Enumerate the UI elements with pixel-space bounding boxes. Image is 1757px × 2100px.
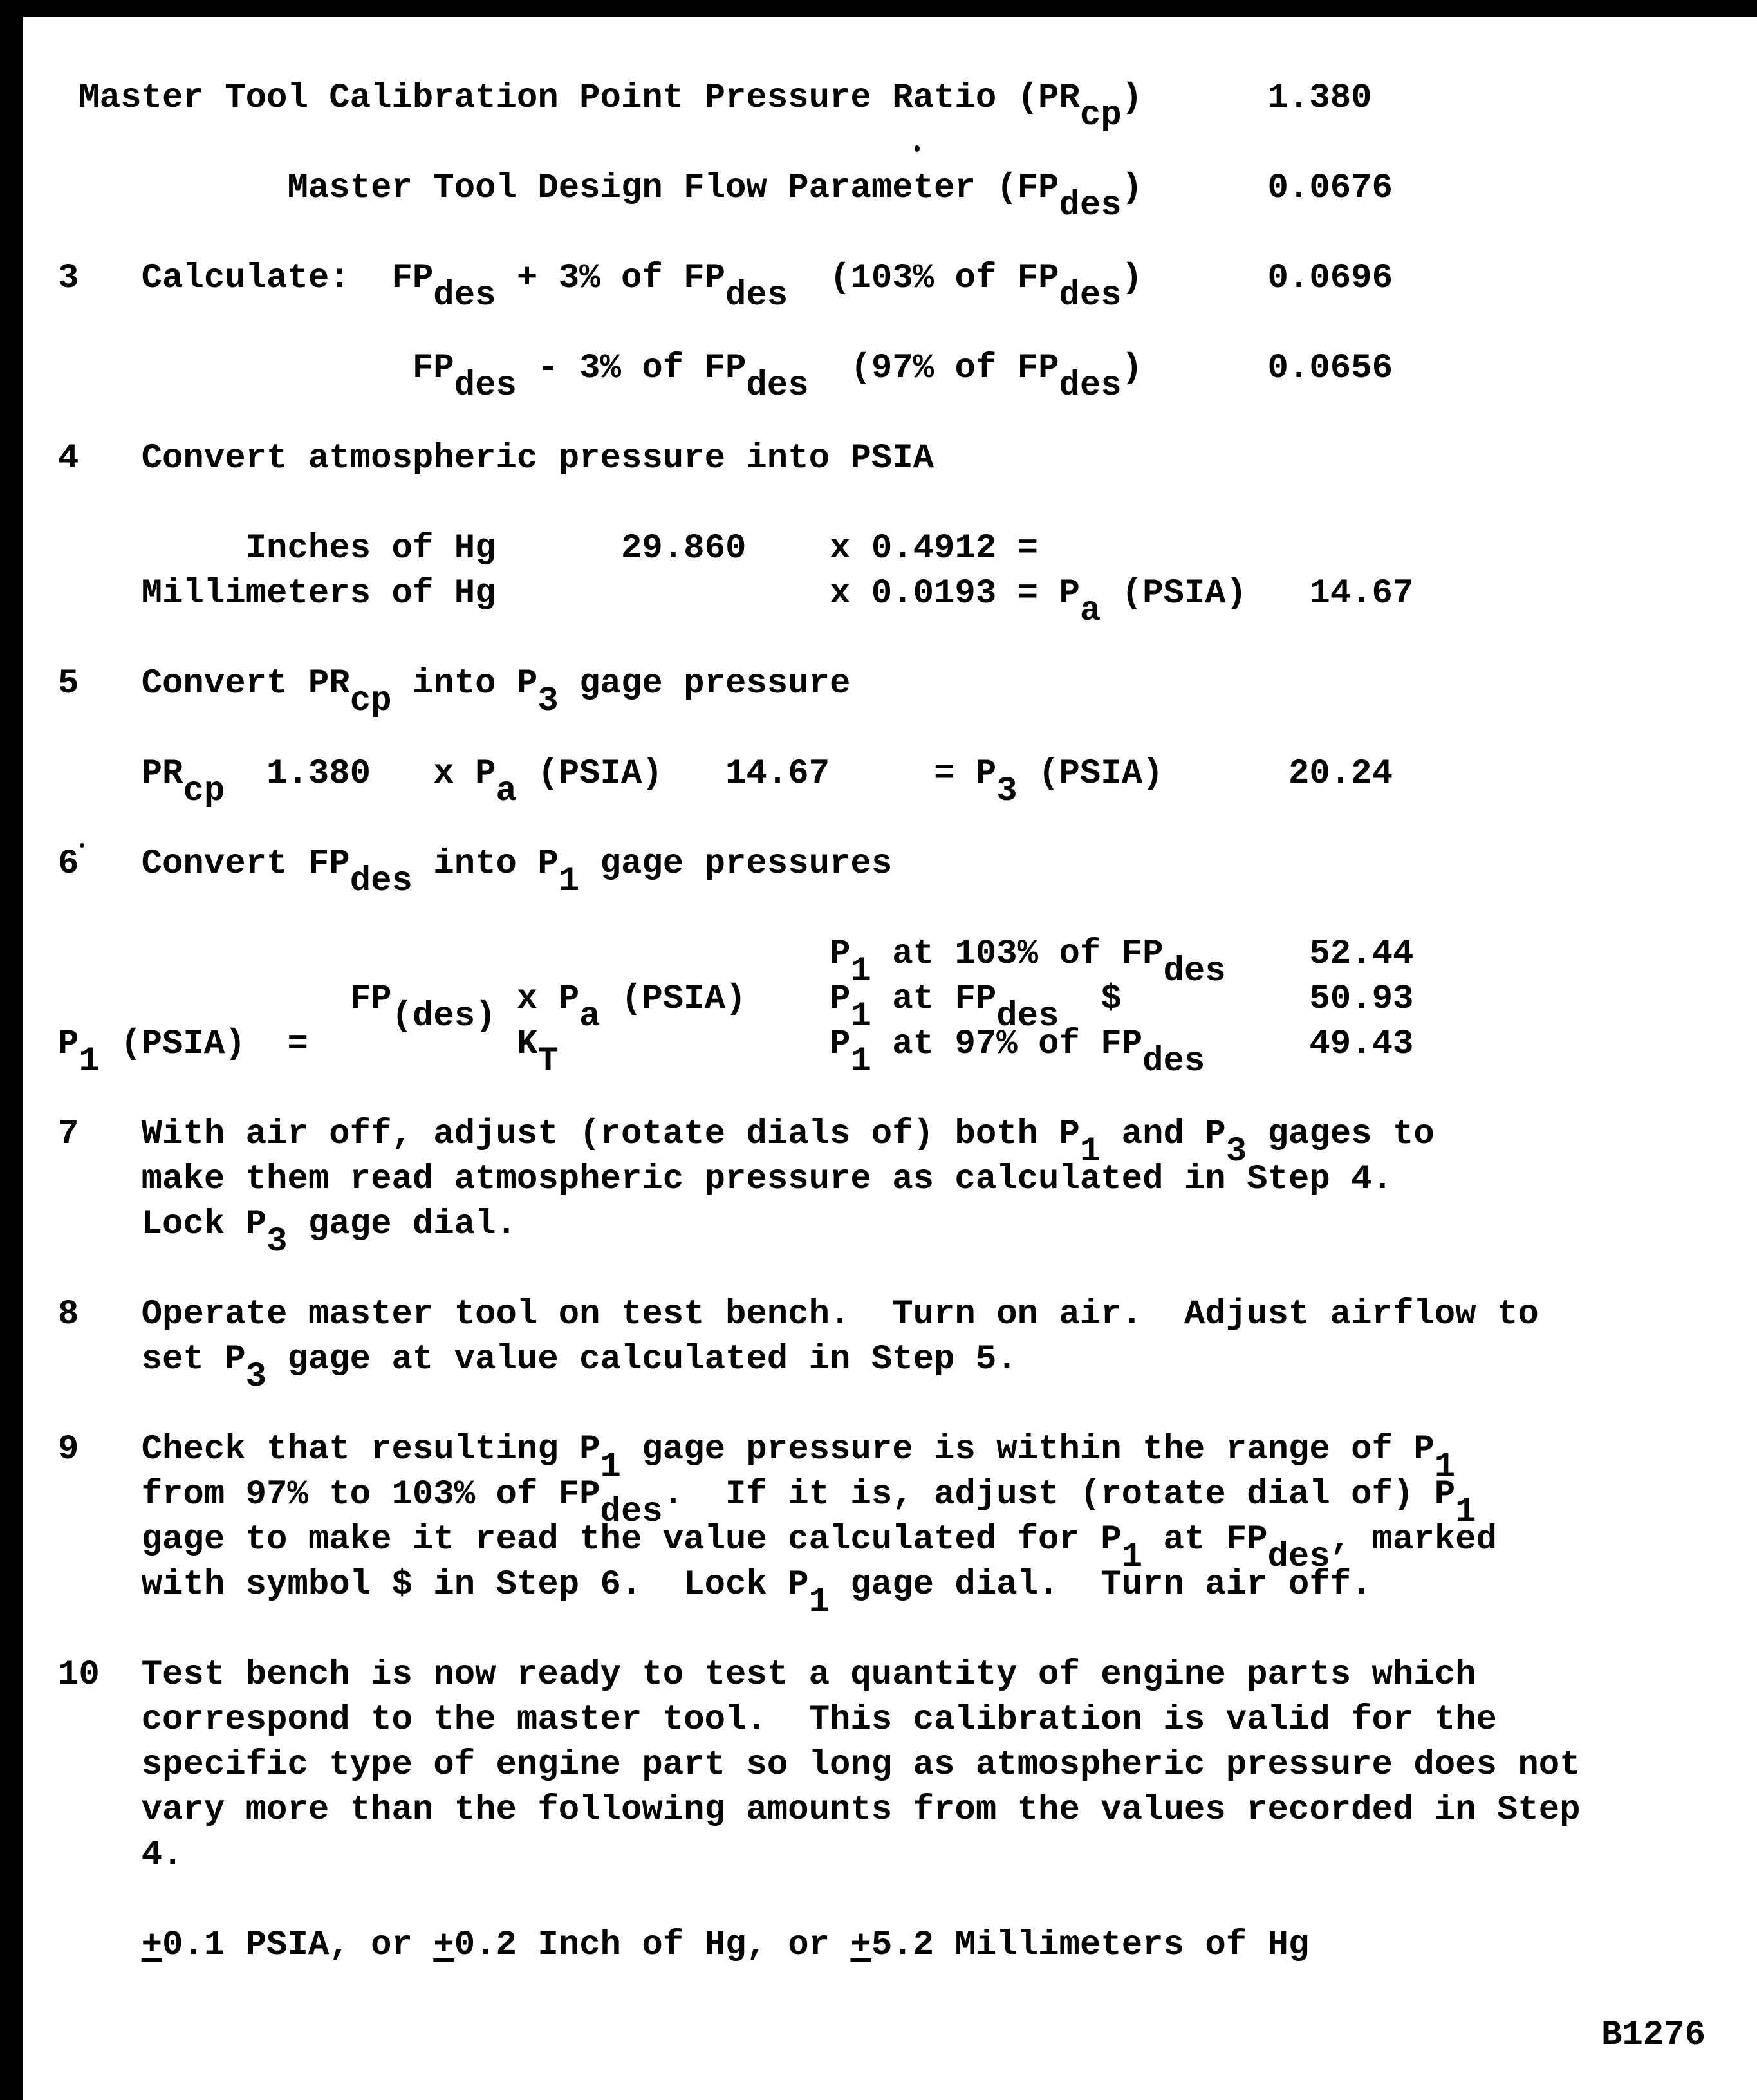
subscript: a: [1079, 591, 1101, 631]
subscript: 1: [79, 1042, 100, 1081]
subscript: des: [1163, 952, 1226, 991]
text-line-27: 8 Operate master tool on test bench. Turn on air. Adjust airflow to: [58, 1295, 1539, 1334]
subscript: 3: [266, 1222, 288, 1261]
subscript: des: [1142, 1042, 1205, 1081]
subscript: 3: [245, 1357, 267, 1397]
subscript: 1: [850, 1042, 871, 1081]
text-line-6: FPdes - 3% of FPdes (97% of FPdes) 0.0656: [58, 346, 1757, 391]
text-line-37: specific type of engine part so long as atmospheric pressure does not: [58, 1745, 1581, 1785]
text-line-30: 9 Check that resulting P1 gage pressure is within the range of P1: [58, 1427, 1757, 1473]
text-line-31: from 97% to 103% of FPdes. If it is, adjust (rotate dial of) P1: [58, 1473, 1757, 1518]
subscript: des: [746, 366, 809, 405]
plus-minus-sign: +: [433, 1926, 454, 1965]
text-line-7: [58, 391, 1757, 436]
subscript: des: [1059, 276, 1122, 315]
text-line-9: [58, 481, 1757, 526]
text-line-42: [58, 1968, 1757, 2013]
text-line-34: [58, 1608, 1757, 1653]
text-line-39: 4.: [58, 1835, 183, 1875]
text-line-24: make them read atmospheric pressure as calculated in Step 4.: [58, 1160, 1393, 1199]
text-line-12: [58, 617, 1757, 662]
subscript: cp: [1079, 96, 1122, 135]
text-line-33: with symbol $ in Step 6. Lock P1 gage dial. Turn air off.: [58, 1563, 1757, 1608]
text-line-15: PRcp 1.380 x Pa (PSIA) 14.67 = P3 (PSIA) 20.24: [58, 752, 1757, 797]
text-line-2: Master Tool Design Flow Parameter (FPdes) 0.0676: [58, 166, 1757, 211]
plus-minus-sign: +: [141, 1926, 163, 1965]
text-line-36: correspond to the master tool. This calibration is valid for the: [58, 1700, 1497, 1740]
text-line-3: [58, 211, 1757, 256]
subscript: 1: [600, 1447, 621, 1487]
document-body: [58, 76, 1757, 2058]
text-line-43: B1276: [1601, 2016, 1706, 2055]
text-line-13: 5 Convert PRcp into P3 gage pressure: [58, 662, 1757, 707]
text-line-17: 6 Convert FPdes into P1 gage pressures: [58, 842, 1757, 887]
subscript: cp: [349, 682, 392, 721]
subscript: 1: [1121, 1538, 1143, 1577]
text-line-40: [58, 1878, 1757, 1923]
text-line-25: Lock P3 gage dial.: [58, 1202, 1757, 1247]
subscript: des: [433, 276, 496, 315]
text-line-38: vary more than the following amounts from the values recorded in Step: [58, 1790, 1581, 1830]
subscript: des: [600, 1492, 663, 1532]
subscript: des: [725, 276, 788, 315]
text-line-29: [58, 1382, 1757, 1427]
subscript: 1: [808, 1583, 830, 1622]
text-line-19: P1 at 103% of FPdes 52.44: [58, 932, 1757, 977]
subscript: 3: [996, 772, 1018, 811]
text-line-23: 7 With air off, adjust (rotate dials of) both P1 and P3 gages to: [58, 1112, 1757, 1157]
subscript: 1: [1455, 1492, 1476, 1532]
text-line-0: Master Tool Calibration Point Pressure Ratio (PRcp) 1.380: [58, 76, 1757, 121]
text-line-28: set P3 gage at value calculated in Step 5.: [58, 1337, 1757, 1382]
text-line-32: gage to make it read the value calculated for P1 at FPdes, marked: [58, 1518, 1757, 1563]
text-line-16: [58, 797, 1757, 842]
text-line-4: 3 Calculate: FPdes + 3% of FPdes (103% of FPdes) 0.0696: [58, 256, 1757, 301]
subscript: 3: [1225, 1132, 1247, 1171]
subscript: 1: [558, 862, 580, 901]
subscript: a: [496, 772, 517, 811]
text-line-22: [58, 1067, 1757, 1112]
subscript: a: [579, 997, 600, 1036]
text-line-20: FP(des) x Pa (PSIA) P1 at FPdes $ 50.93: [58, 977, 1757, 1022]
text-line-5: [58, 301, 1757, 346]
subscript: 1: [850, 952, 871, 991]
subscript: 1: [850, 997, 871, 1036]
subscript: des: [454, 366, 517, 405]
text-line-21: P1 (PSIA) = KT P1 at 97% of FPdes 49.43: [58, 1022, 1757, 1067]
subscript: des: [1267, 1538, 1330, 1577]
text-line-35: 10 Test bench is now ready to test a quantity of engine parts which: [58, 1655, 1476, 1695]
plus-minus-sign: +: [850, 1926, 871, 1965]
text-line-10: Inches of Hg 29.860 x 0.4912 =: [245, 529, 1039, 568]
subscript: des: [1059, 186, 1122, 225]
subscript: 3: [537, 682, 559, 721]
text-line-26: [58, 1247, 1757, 1292]
subscript: cp: [183, 772, 225, 811]
text-line-11: Millimeters of Hg x 0.0193 = Pa (PSIA) 14.67: [58, 571, 1757, 617]
text-line-18: [58, 887, 1757, 932]
subscript: des: [349, 862, 413, 901]
subscript: des: [996, 997, 1059, 1036]
text-line-14: [58, 707, 1757, 752]
subscript: (des): [391, 997, 496, 1036]
text-line-8: 4 Convert atmospheric pressure into PSIA: [58, 439, 934, 478]
subscript: des: [1059, 366, 1122, 405]
subscript: T: [537, 1042, 559, 1081]
subscript: 1: [1079, 1132, 1101, 1171]
text-line-41: +0.1 PSIA, or +0.2 Inch of Hg, or +5.2 Millimeters of Hg: [141, 1926, 1310, 1965]
subscript: 1: [1434, 1447, 1456, 1487]
text-line-1: [58, 121, 1757, 166]
